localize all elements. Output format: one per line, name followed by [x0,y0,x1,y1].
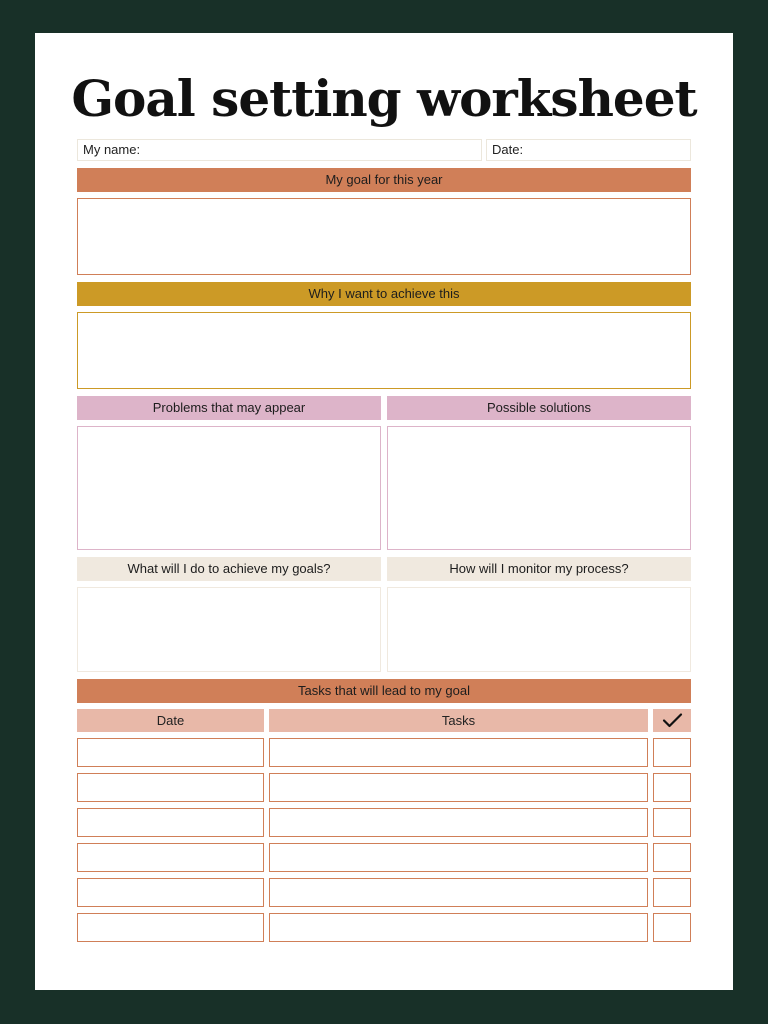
why-header: Why I want to achieve this [77,282,691,306]
task-check-cell[interactable] [653,738,691,767]
page-title: Goal setting worksheet [71,69,697,128]
name-label: My name: [83,142,141,157]
task-check-cell[interactable] [653,808,691,837]
why-box[interactable] [77,312,691,389]
tasks-header: Tasks that will lead to my goal [77,679,691,703]
solutions-header: Possible solutions [387,396,691,420]
task-check-cell[interactable] [653,843,691,872]
problems-header: Problems that may appear [77,396,381,420]
actions-header: What will I do to achieve my goals? [77,557,381,581]
task-text-cell[interactable] [269,738,648,767]
goal-header: My goal for this year [77,168,691,192]
task-date-cell[interactable] [77,738,264,767]
task-date-cell[interactable] [77,843,264,872]
task-text-cell[interactable] [269,843,648,872]
task-text-cell[interactable] [269,913,648,942]
date-label: Date: [492,142,524,157]
tasks-column-header: Tasks [269,709,648,732]
task-check-cell[interactable] [653,913,691,942]
task-date-cell[interactable] [77,913,264,942]
task-text-cell[interactable] [269,808,648,837]
task-date-cell[interactable] [77,773,264,802]
actions-box[interactable] [77,587,381,672]
task-date-cell[interactable] [77,878,264,907]
task-check-cell[interactable] [653,773,691,802]
task-text-cell[interactable] [269,878,648,907]
date-field[interactable] [486,139,691,161]
goal-box[interactable] [77,198,691,275]
check-column-header [653,709,691,732]
problems-box[interactable] [77,426,381,550]
task-check-cell[interactable] [653,878,691,907]
name-field[interactable] [77,139,482,161]
solutions-box[interactable] [387,426,691,550]
checkmark-icon [653,709,691,732]
task-date-cell[interactable] [77,808,264,837]
monitor-box[interactable] [387,587,691,672]
task-text-cell[interactable] [269,773,648,802]
monitor-header: How will I monitor my process? [387,557,691,581]
date-column-header: Date [77,709,264,732]
